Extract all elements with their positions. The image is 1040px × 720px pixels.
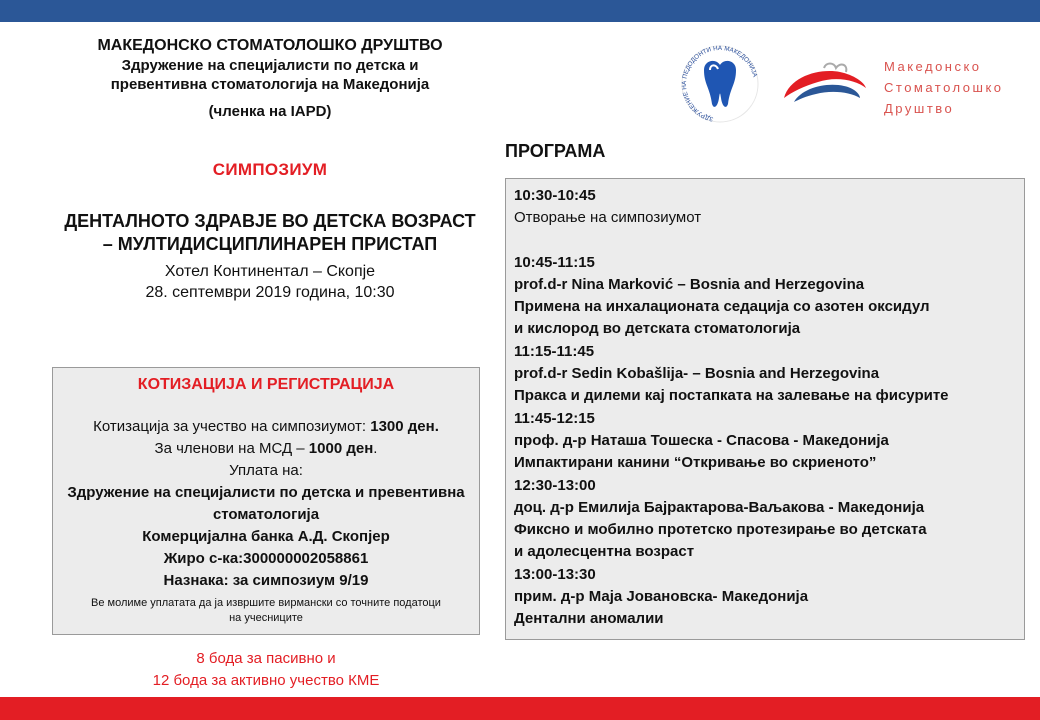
logo-ring-text: ЗДРУЖЕНИЕ НА ПЕДОДОНТИ НА МАКЕДОНИЈА bbox=[681, 44, 759, 123]
org-header bbox=[60, 36, 480, 121]
event-date: 28. септември 2019 година, 10:30 bbox=[145, 284, 395, 301]
item-topic-cont: и кислород во детската стоматологија bbox=[514, 320, 801, 338]
item-topic: Дентални аномалии bbox=[514, 610, 664, 628]
msd-logo-icon bbox=[780, 58, 870, 118]
logos bbox=[670, 40, 1020, 130]
fee-text: Котизација за учество на симпозиумот: bbox=[93, 418, 371, 435]
org-subtitle-2: превентивна стоматологија на Македонија bbox=[110, 76, 430, 93]
item-time: 13:00-13:30 bbox=[514, 565, 596, 583]
item-time: 11:45-12:15 bbox=[514, 409, 595, 427]
fee-amount: 1300 ден. bbox=[370, 418, 439, 435]
program-item bbox=[514, 252, 1016, 341]
opening-text: Отворање на симпозиумот bbox=[514, 209, 702, 227]
bank-name: Комерцијална банка А.Д. Скопјер bbox=[142, 528, 390, 545]
registration-title: КОТИЗАЦИЈА И РЕГИСТРАЦИЈА bbox=[137, 376, 395, 393]
registration-box bbox=[52, 367, 480, 635]
venue: Хотел Континентал – Скопје bbox=[164, 263, 376, 280]
fee-line bbox=[53, 416, 479, 438]
payee-line-2: стоматологија bbox=[212, 506, 320, 523]
payment-note-1: Ве молиме уплатата да ја извршите вирмански со точните податоци bbox=[91, 597, 441, 609]
symposium-title bbox=[40, 210, 500, 256]
membership-note: (членка на IAPD) bbox=[208, 103, 332, 120]
logo-text-line-2: Стоматолошко bbox=[884, 80, 1004, 95]
payment-label: Уплата на: bbox=[229, 462, 303, 479]
item-speaker: prof.d-r Nina Marković – Bosnia and Herzegovina bbox=[514, 275, 865, 293]
points-active: 12 бода за активно учество КМЕ bbox=[152, 672, 380, 689]
item-speaker: prof.d-r Sedin Kobašlija- – Bosnia and Herzegovina bbox=[514, 365, 880, 383]
program-title: ПРОГРАМА bbox=[505, 141, 606, 161]
item-time: 10:45-11:15 bbox=[514, 253, 595, 271]
top-blue-bar bbox=[0, 0, 1040, 22]
logo-text-line-3: Друштво bbox=[884, 101, 955, 116]
program-box bbox=[505, 178, 1025, 640]
points-passive: 8 бода за пасивно и bbox=[196, 650, 336, 667]
payee-line-1: Здружение на специјалисти по детска и превентивна bbox=[67, 484, 465, 501]
member-fee-end: . bbox=[373, 440, 378, 457]
opening-time: 10:30-10:45 bbox=[514, 187, 596, 204]
org-subtitle-1: Здружение на специјалисти по детска и bbox=[121, 57, 419, 74]
payment-note-2: на учесниците bbox=[229, 612, 303, 624]
symposium-label: СИМПОЗИУМ bbox=[212, 160, 328, 179]
item-speaker: прим. д-р Маја Јовановска- Македонија bbox=[514, 588, 809, 606]
member-fee-line bbox=[53, 438, 479, 460]
payment-purpose: Назнака: за симпозиум 9/19 bbox=[163, 572, 369, 589]
pedodontists-association-logo bbox=[670, 40, 770, 125]
program-item bbox=[514, 341, 1016, 408]
program-item bbox=[514, 475, 1016, 564]
item-topic: Пракса и дилеми кај постапката на залевање на фисурите bbox=[514, 387, 949, 405]
item-time: 12:30-13:00 bbox=[514, 476, 596, 494]
title-line-1: ДЕНТАЛНОТО ЗДРАВЈЕ ВО ДЕТСКА ВОЗРАСТ bbox=[64, 211, 476, 231]
item-speaker: проф. д-р Наташа Тошеска - Спасова - Македонија bbox=[514, 431, 889, 449]
item-topic: Примена на инхалационата седација со азотен оксидул bbox=[514, 298, 930, 316]
program-item bbox=[514, 408, 1016, 475]
logo-text-line-1: Македонско bbox=[884, 59, 982, 74]
member-fee-text: За членови на МСД – bbox=[154, 440, 309, 457]
title-line-2: – МУЛТИДИСЦИПЛИНАРЕН ПРИСТАП bbox=[102, 234, 438, 254]
account-number: Жиро с-ка:300000002058861 bbox=[163, 550, 369, 567]
msd-logo-text bbox=[884, 56, 1004, 119]
org-title: МАКЕДОНСКО СТОМАТОЛОШКО ДРУШТВО bbox=[97, 37, 443, 54]
bottom-red-bar bbox=[0, 697, 1040, 720]
item-topic-cont: и адолесцентна возраст bbox=[514, 543, 695, 561]
cme-points bbox=[52, 648, 480, 692]
item-topic: Фиксно и мобилно протетско протезирање во детската bbox=[514, 521, 927, 539]
item-time: 11:15-11:45 bbox=[514, 342, 595, 360]
item-speaker: доц. д-р Емилија Бајрактарова-Ваљакова - Македонија bbox=[514, 498, 925, 516]
program-item bbox=[514, 564, 1016, 631]
item-topic: Импактирани канини “Откривање во скриеното” bbox=[514, 454, 877, 472]
venue-info bbox=[40, 261, 500, 303]
member-fee-amount: 1000 ден bbox=[308, 440, 374, 457]
